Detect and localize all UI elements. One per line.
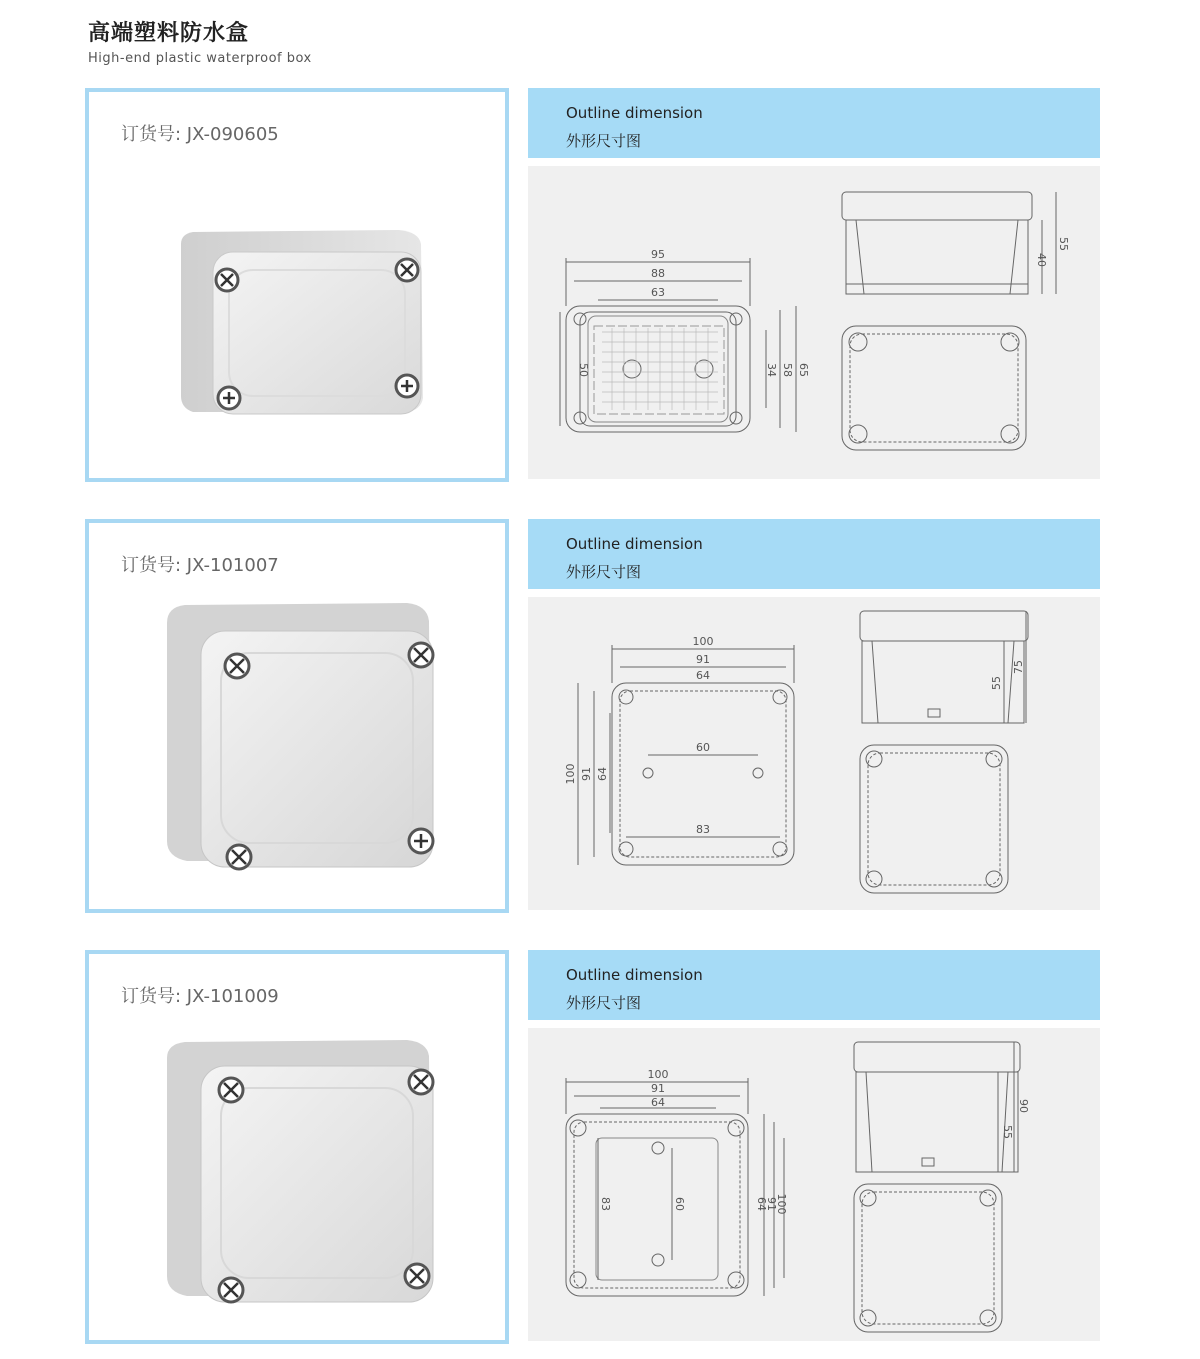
dim-label: 58 <box>781 363 794 377</box>
dimension-title-cn: 外形尺寸图 <box>566 994 642 1012</box>
product-section-3 <box>0 950 1200 1345</box>
dimension-panel <box>528 88 1100 483</box>
product-section-1 <box>0 88 1200 483</box>
screw-icon <box>409 1070 433 1094</box>
screw-icon <box>219 1278 243 1302</box>
dimension-panel <box>528 519 1100 914</box>
screw-icon <box>409 643 433 667</box>
screw-icon <box>396 375 418 397</box>
dimension-header <box>528 519 1100 589</box>
product-section-2 <box>0 519 1200 914</box>
dim-label: 50 <box>577 363 590 377</box>
screw-icon <box>216 269 238 291</box>
dim-label: 83 <box>599 1197 612 1211</box>
dim-label: 91 <box>651 1082 665 1095</box>
dim-label: 91 <box>580 767 593 781</box>
dim-label: 40 <box>1035 253 1048 267</box>
dim-label: 83 <box>696 823 710 836</box>
dim-label: 34 <box>765 363 778 377</box>
screw-icon <box>405 1264 429 1288</box>
dimension-title-en: Outline dimension <box>566 104 703 122</box>
dimension-title-cn: 外形尺寸图 <box>566 132 642 150</box>
dim-label: 95 <box>651 248 665 261</box>
dim-label: 55 <box>1001 1125 1014 1139</box>
screw-icon <box>396 259 418 281</box>
dimension-drawing-svg <box>528 1028 1100 1341</box>
dim-label: 64 <box>651 1096 665 1109</box>
dim-label: 91 <box>765 1197 778 1211</box>
page-subtitle: High-end plastic waterproof box <box>88 51 312 66</box>
dim-label: 100 <box>775 1193 788 1215</box>
screw-icon <box>225 654 249 678</box>
dim-label: 64 <box>755 1197 768 1211</box>
order-number: 订货号: JX-101007 <box>121 555 279 576</box>
page-header <box>88 16 312 66</box>
product-photo-card <box>85 519 509 913</box>
page-title: 高端塑料防水盒 <box>88 21 250 46</box>
dim-label: 100 <box>647 1068 669 1081</box>
dim-label: 65 <box>797 363 810 377</box>
product-photo-card <box>85 950 509 1344</box>
dim-label: 88 <box>651 267 665 280</box>
dim-label: 60 <box>696 741 710 754</box>
dim-label: 91 <box>696 653 710 666</box>
dimension-drawing <box>528 166 1100 479</box>
dimension-title-en: Outline dimension <box>566 535 703 553</box>
dimension-drawing <box>528 597 1100 910</box>
dim-label: 100 <box>564 763 577 785</box>
dimension-drawing <box>528 1028 1100 1341</box>
dimension-title-cn: 外形尺寸图 <box>566 563 642 581</box>
screw-icon <box>227 845 251 869</box>
dimension-header <box>528 88 1100 158</box>
dim-label: 63 <box>651 286 665 299</box>
product-photo <box>89 92 505 478</box>
dim-label: 100 <box>692 635 714 648</box>
dim-label: 64 <box>696 669 710 682</box>
dim-label: 55 <box>990 676 1003 690</box>
dim-label: 55 <box>1057 237 1070 251</box>
dim-label: 90 <box>1017 1099 1030 1113</box>
order-number: 订货号: JX-101009 <box>121 986 279 1007</box>
dim-label: 60 <box>673 1197 686 1211</box>
screw-icon <box>219 1078 243 1102</box>
product-photo <box>89 954 505 1340</box>
dimension-drawing-svg <box>528 597 1100 910</box>
dimension-panel <box>528 950 1100 1345</box>
dimension-drawing-svg <box>528 166 1100 479</box>
dimension-title-en: Outline dimension <box>566 966 703 984</box>
dimension-header <box>528 950 1100 1020</box>
order-number: 订货号: JX-090605 <box>121 124 279 145</box>
screw-icon <box>218 387 240 409</box>
product-photo-card <box>85 88 509 482</box>
screw-icon <box>409 829 433 853</box>
dim-label: 75 <box>1012 660 1025 674</box>
product-photo <box>89 523 505 909</box>
dim-label: 64 <box>596 767 609 781</box>
